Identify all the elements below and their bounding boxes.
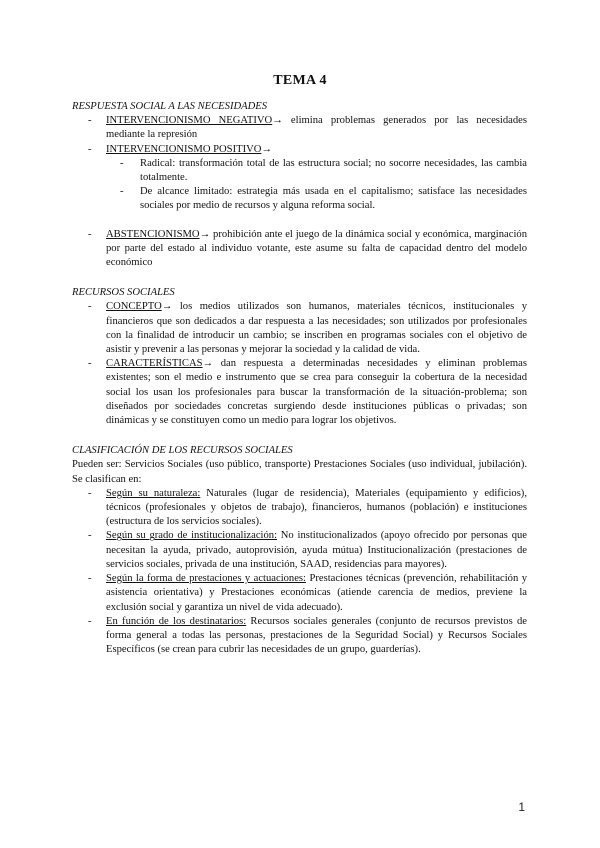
term-destinatarios: En función de los destinatarios: (106, 615, 247, 627)
page-number: 1 (518, 800, 525, 814)
definition-text: los medios utilizados son humanos, materiales técnicos, institucionales y financieros que son dedicados a dar respuesta a las necesidades; son utilizados por profesionales con la finalidad de introducir un cambio; se inscriben en programas sociales con el objetivo de asistir y prevenir a las personas y mejorar la sociedad y la calidad de vida. (106, 301, 527, 356)
term-prestaciones: Según la forma de prestaciones y actuaciones: (106, 573, 307, 585)
term-intervencionismo-negativo: INTERVENCIONISMO NEGATIVO (106, 115, 273, 127)
list-item-caracteristicas (72, 357, 527, 428)
page-title: TEMA 4 (273, 73, 327, 88)
term-concepto: CONCEPTO (106, 301, 162, 313)
list-item-concepto (72, 300, 527, 357)
definition-text: Naturales (lugar de residencia), Materiales (equipamiento y edificios), técnicos (profesionales y objetos de trabajo), financieros, humanos (población) e instituciones (estructura de los servicios sociales). (106, 487, 527, 528)
arrow-icon: → (199, 228, 211, 240)
sublist-item-radical: - Radical: transformación total de las estructura social; no socorre necesidades, las cambia totalmente. (106, 157, 527, 185)
clasificacion-intro: Pueden ser: Servicios Sociales (uso público, transporte) Prestaciones Sociales (uso individual, jubilación). Se clasifican en: (72, 459, 527, 485)
list-item-destinatarios (72, 615, 527, 658)
list-item-intervencionismo-negativo (72, 114, 527, 142)
arrow-icon: → (161, 301, 173, 313)
term-naturaleza: Según su naturaleza: (106, 487, 201, 499)
definition-text: prohibición ante el juego de la dinámica social y económica, marginación por parte del estado al individuo votante, este asume su falta de capacidad dentro del modelo económico (106, 228, 527, 269)
section-heading-respuesta-social: RESPUESTA SOCIAL A LAS NECESIDADES (72, 101, 268, 112)
recursos-sociales-list (72, 300, 527, 428)
term-intervencionismo-positivo: INTERVENCIONISMO POSITIVO (106, 143, 262, 155)
abstencionismo-list (72, 228, 527, 271)
arrow-icon: → (202, 358, 214, 370)
respuesta-social-list (72, 114, 527, 213)
list-item-abstencionismo (72, 228, 527, 271)
definition-text: No institucionalizados (apoyo ofrecido por personas que necesitan la ayuda, privado, autoprovisión, ayuda mútua) Institucionalización (prestaciones de servicios sociales, privada de una institución, SAAD, residencias para mayores). (106, 530, 527, 570)
section-heading-clasificacion: CLASIFICACIÓN DE LOS RECURSOS SOCIALES (72, 445, 293, 457)
list-item-intervencionismo-positivo (72, 143, 527, 214)
definition-text: elimina problemas generados por las necesidades mediante la represión (106, 115, 527, 141)
sublist-intervencionismo-positivo (106, 157, 527, 214)
arrow-icon: → (272, 115, 283, 127)
definition-text: dan respuesta a determinadas necesidades y eliminan problemas existentes; son el medio e instrumento que se crea para conseguir la cobertura de la necesidad social los usan los profesionales para buscar la transformación de la situación-problema; son diseñados por sociedades concretas surgiendo desde instituciones públicas o privadas; son dinámicas y se constituyen como un medio para lograr los objetivos. (106, 358, 527, 427)
list-item-institucionalizacion (72, 529, 527, 572)
term-abstencionismo: ABSTENCIONISMO (106, 228, 200, 240)
list-item-prestaciones (72, 572, 527, 615)
list-item-naturaleza (72, 487, 527, 530)
clasificacion-list (72, 487, 527, 657)
definition-text: Recursos sociales generales (conjunto de recursos previstos de forma general a todas las personas, prestaciones de la Seguridad Social) y Recursos Sociales Específicos (se crean para cubrir las necesidades de un grupo, guarderías). (106, 615, 527, 656)
section-heading-recursos-sociales: RECURSOS SOCIALES (72, 287, 175, 299)
term-institucionalizacion: Según su grado de institucionalización: (106, 530, 278, 542)
arrow-icon: → (261, 143, 272, 155)
definition-text: Prestaciones técnicas (prevención, rehabilitación y asistencia orientativa) y Prestaciones económicas (atiende carencia de medios, previene la exclusión social y garantiza un nivel de vida adecuado). (106, 573, 527, 613)
term-caracteristicas: CARACTERÍSTICAS (106, 358, 203, 370)
sublist-item-alcance-limitado: - De alcance limitado: estrategia más usada en el capitalismo; satisface las necesidades sociales por medio de recursos y alguna reforma social. (106, 185, 527, 213)
document-body (72, 100, 527, 657)
